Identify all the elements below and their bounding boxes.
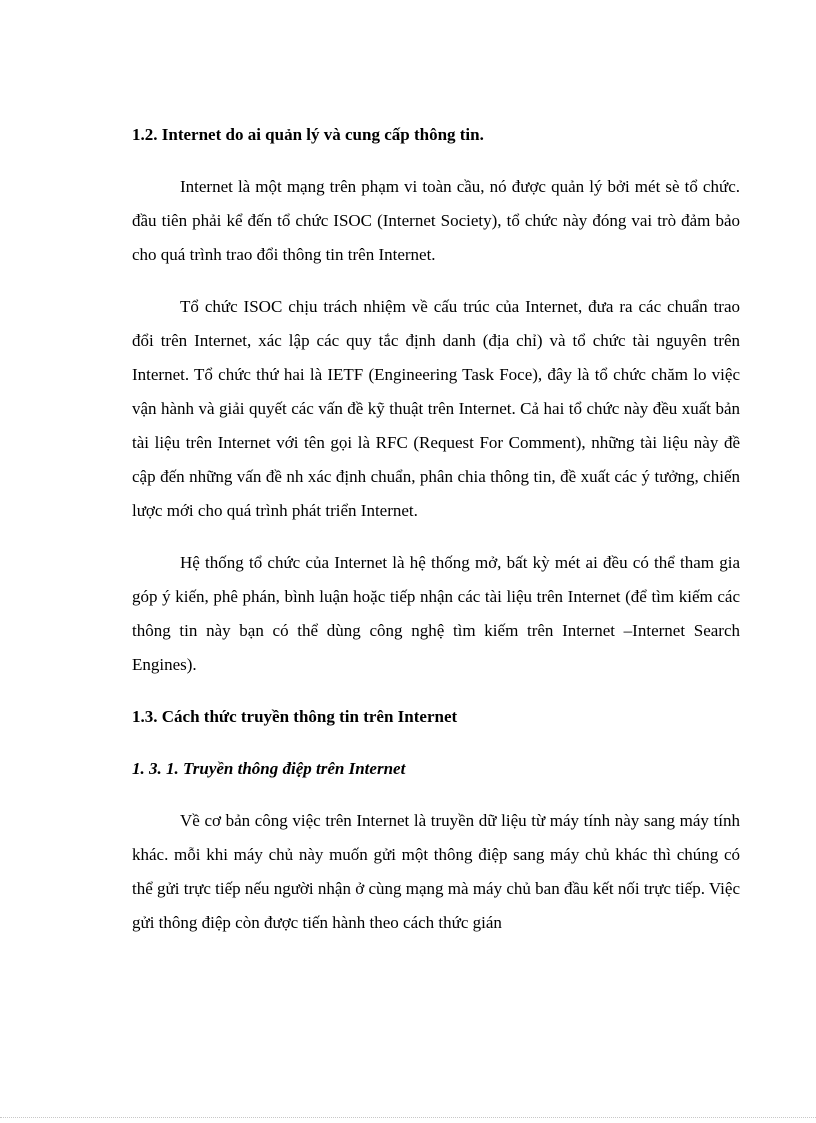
- section-heading-1-3: 1.3. Cách thức truyền thông tin trên Internet: [132, 707, 458, 726]
- paragraph: Internet là một mạng trên phạm vi toàn cầu, nó được quản lý bởi mét sè tổ chức. đầu tiên phải kể đến tổ chức ISOC (Internet Society), tổ chức này đóng vai trò đảm bảo cho quá trình trao đổi thông tin trên Internet.: [132, 177, 740, 264]
- paragraph: Tổ chức ISOC chịu trách nhiệm về cấu trúc của Internet, đưa ra các chuẩn trao đổi trên Internet, xác lập các quy tắc định danh (địa chỉ) và tổ chức tài nguyên trên Internet. Tổ chức thứ hai là IETF (Engineering Task Foce), đây là tổ chức chăm lo việc vận hành và giải quyết các vấn đề kỹ thuật trên Internet. Cả hai tổ chức này đều xuất bản tài liệu trên Internet với tên gọi là RFC (Request For Comment), những tài liệu này đề cập đến những vấn đề nh xác định chuẩn, phân chia thông tin, đề xuất các ý tưởng, chiến lược mới cho quá trình phát triển Internet.: [132, 297, 740, 520]
- paragraph: Về cơ bản công việc trên Internet là truyền dữ liệu từ máy tính này sang máy tính khác. mỗi khi máy chủ này muốn gửi một thông điệp sang máy chủ khác thì chúng có thể gửi trực tiếp nếu người nhận ở cùng mạng mà máy chủ ban đầu kết nối trực tiếp. Việc gửi thông điệp còn được tiến hành theo cách thức gián: [132, 811, 740, 932]
- section-heading-1-2: 1.2. Internet do ai quản lý và cung cấp thông tin.: [132, 125, 484, 144]
- paragraph: Hệ thống tổ chức của Internet là hệ thống mở, bất kỳ mét ai đều có thể tham gia góp ý kiến, phê phán, bình luận hoặc tiếp nhận các tài liệu trên Internet (để tìm kiếm các thông tin này bạn có thể dùng công nghệ tìm kiếm trên Internet –Internet Search Engines).: [132, 553, 740, 674]
- subsection-heading-1-3-1: 1. 3. 1. Truyền thông điệp trên Internet: [132, 759, 406, 778]
- page-bottom-divider: [0, 1117, 816, 1118]
- document-body: [132, 118, 740, 958]
